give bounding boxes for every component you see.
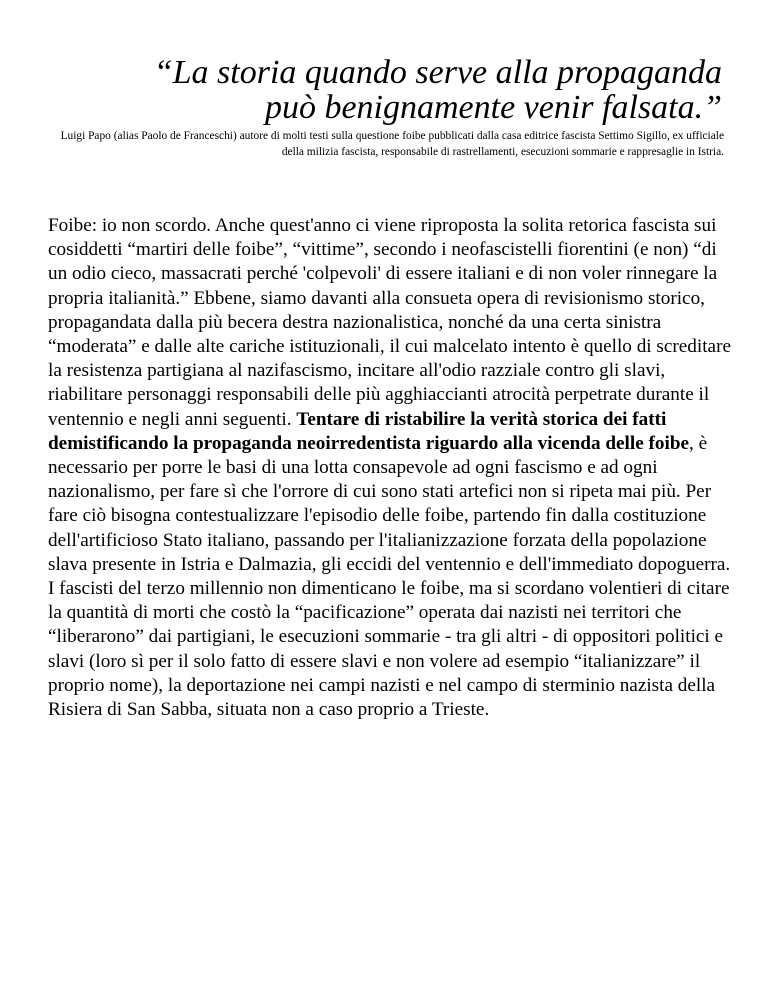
epigraph-line-1: “La storia quando serve alla propaganda bbox=[153, 54, 722, 91]
epigraph-line-2: può benignamente venir falsata.” bbox=[264, 89, 722, 126]
epigraph-quote bbox=[62, 55, 722, 125]
body-paragraph bbox=[48, 214, 738, 722]
body-text-emphasis: Tentare di ristabilire la verità storica dei fatti demistificando la propaganda neoirredentista riguardo alla vicenda delle foibe bbox=[48, 408, 690, 454]
body-text-intro: Foibe: io non scordo. Anche quest'anno ci viene riproposta la solita retorica fascista sui cosiddetti “martiri delle foibe”, “vittime”, secondo i neofascistelli fiorentini (e non) “di un odio cieco, massacrati perché 'colpevoli' di essere italiani e di non voler rinnegare la propria italianità.” Ebbene, siamo davanti alla consueta opera di revisionismo storico, propagandata dalla più becera destra nazionalistica, nonché da una certa sinistra “moderata” e dalle alte cariche istituzionali, il cui malcelato intento è quello di screditare la resistenza partigiana al nazifascismo, incitare all'odio razziale contro gli slavi, riabilitare personaggi responsabili delle più agghiaccianti atrocità perpetrate durante il ventennio e negli anni seguenti. bbox=[48, 215, 731, 430]
body-text-continuation: , è necessario per porre le basi di una lotta consapevole ad ogni fascismo e ad ogni nazionalismo, per fare sì che l'orrore di cui sono stati artefici non si ripeta mai più. Per fare ciò bisogna contestualizzare l'episodio delle foibe, partendo fin dalla costituzione dell'artificioso Stato italiano, passando per l'italianizzazione forzata della popolazione slava presente in Istria e Dalmazia, gli eccidi del ventennio e dell'immediato dopoguerra. I fascisti del terzo millennio non dimenticano le foibe, ma si scordano volentieri di citare la quantità di morti che costò la “pacificazione” operata dai nazisti nei territori che “liberarono” dai partigiani, le esecuzioni sommarie - tra gli altri - di oppositori politici e slavi (loro sì per il solo fatto di essere slavi e non volere ad esempio “italianizzare” il proprio nome), la deportazione nei campi nazisti e nel campo di sterminio nazista della Risiera di San Sabba, situata non a caso proprio a Trieste. bbox=[48, 432, 731, 721]
epigraph-attribution: Luigi Papo (alias Paolo de Franceschi) autore di molti testi sulla questione foibe pubblicati dalla casa editrice fascista Settimo Sigillo, ex ufficiale della milizia fascista, responsabile di rastrellamenti, esecuzioni sommarie e rappresaglie in Istria. bbox=[60, 130, 724, 158]
